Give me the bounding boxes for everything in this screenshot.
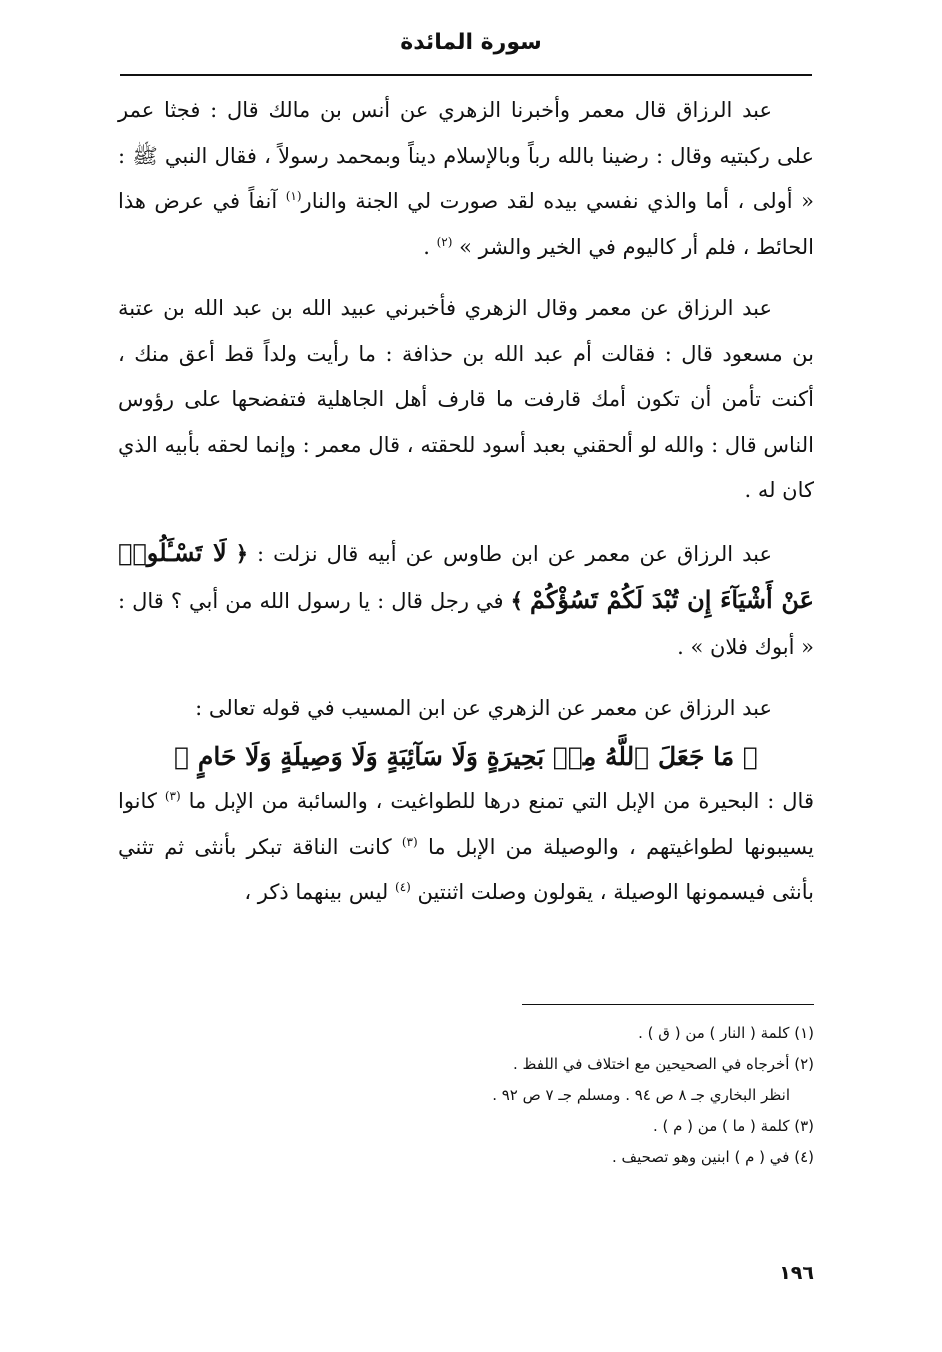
footnote-item: انظر البخاري جـ ٨ ص ٩٤ . ومسلم جـ ٧ ص ٩٢ .: [492, 1086, 790, 1104]
paragraph-text: عبد الرزاق عن معمر عن الزهري عن ابن المسيب في قوله تعالى :: [195, 696, 772, 720]
paragraph-end: .: [423, 234, 437, 259]
footnotes: [300, 1018, 814, 1173]
ornate-bracket-open: ﴿: [742, 741, 758, 771]
paragraph-4-continued: [118, 779, 814, 916]
paragraph-text: قال : البحيرة من الإبل التي تمنع درها للطواغيت ، والسائبة من الإبل ما: [188, 789, 814, 813]
ornate-bracket-close: ﴾: [510, 588, 523, 613]
paragraph-3: [118, 530, 814, 671]
page-title: سورة المائدة: [400, 30, 542, 55]
ornate-bracket-open: ﴿: [235, 540, 249, 566]
paragraph-text: عبد الرزاق عن معمر عن ابن طاوس عن أبيه قال نزلت :: [257, 541, 772, 566]
header-divider: [120, 74, 812, 76]
paragraph-text: آنفاً في عرض هذا الحائط ، فلم أر كاليوم في الخير والشر »: [118, 189, 814, 259]
footnote-ref: (٣): [401, 834, 418, 849]
footnote-ref: (٢): [436, 234, 453, 249]
footnote-item: (٣) كلمة ( ما ) من ( م ) .: [652, 1117, 814, 1135]
footnote-item: (٢) أخرجاه في الصحيحين مع اختلاف في اللفظ .: [512, 1055, 814, 1073]
paragraph-text: في رجل قال : يا رسول الله من أبي ؟ قال : « أبوك فلان » .: [118, 589, 814, 659]
paragraph-1: [118, 88, 814, 270]
paragraph-4: [118, 686, 814, 732]
paragraph-text: كانت الناقة تبكر بأنثى ثم تثني بأنثى فيسمونها الوصيلة ، يقولون وصلت اثنتين: [118, 834, 814, 904]
ornate-bracket-close: ﴾: [174, 741, 190, 771]
footnote-item: (١) كلمة ( النار ) من ( ق ) .: [638, 1024, 814, 1042]
paragraph-text: ليس بينهما ذكر ،: [244, 880, 389, 904]
page-number: ١٩٦: [779, 1262, 814, 1284]
paragraph-text: عبد الرزاق قال معمر وأخبرنا الزهري عن أنس بن مالك قال : فجثا عمر على ركبتيه وقال : رضينا بالله رباً وبالإسلام ديناً وبمحمد رسولاً ، فقال النبي ﷺ : « أولى ، أما والذي نفسي بيده لقد صورت لي الجنة والنار: [118, 98, 814, 213]
footnote-ref: (٣): [164, 789, 181, 803]
footnote-divider: [522, 1004, 814, 1005]
page-body: [118, 88, 814, 916]
paragraph-2: عبد الرزاق عن معمر وقال الزهري فأخبرني عبيد الله بن عبد الله بن عتبة بن مسعود قال : فقالت أم عبد الله بن حذافة : ما رأيت ولداً قط أعق منك ، أكنت تأمن أن تكون أمك قارفت ما قارف أهل الجاهلية فتفضحها على رؤوس الناس قال : والله لو ألحقني بعبد أسود للحقته ، قال معمر : وإنما لحقه بأبيه الذي كان له .: [118, 296, 814, 502]
paragraph-text: كانوا يسيبونها لطواغيتهم ، والوصيلة من الإبل ما: [118, 789, 814, 859]
footnote-item: (٤) في ( م ) ابنين وهو تصحيف .: [612, 1148, 814, 1166]
quran-verse: مَا جَعَلَ ٱللَّهُ مِنۢ بَحِيرَةٍ وَلَا سَآئِبَةٍ وَلَا وَصِيلَةٍ وَلَا حَامٍ: [197, 741, 735, 771]
footnote-ref: (٤): [395, 880, 411, 894]
quran-verse-line: [118, 734, 814, 780]
quran-verse: لَا تَسْـَٔلُوا۟ عَنْ أَشْيَآءَ إِن تُبْدَ لَكُمْ تَسُؤْكُمْ: [118, 537, 814, 614]
footnote-ref: (١): [285, 189, 302, 203]
